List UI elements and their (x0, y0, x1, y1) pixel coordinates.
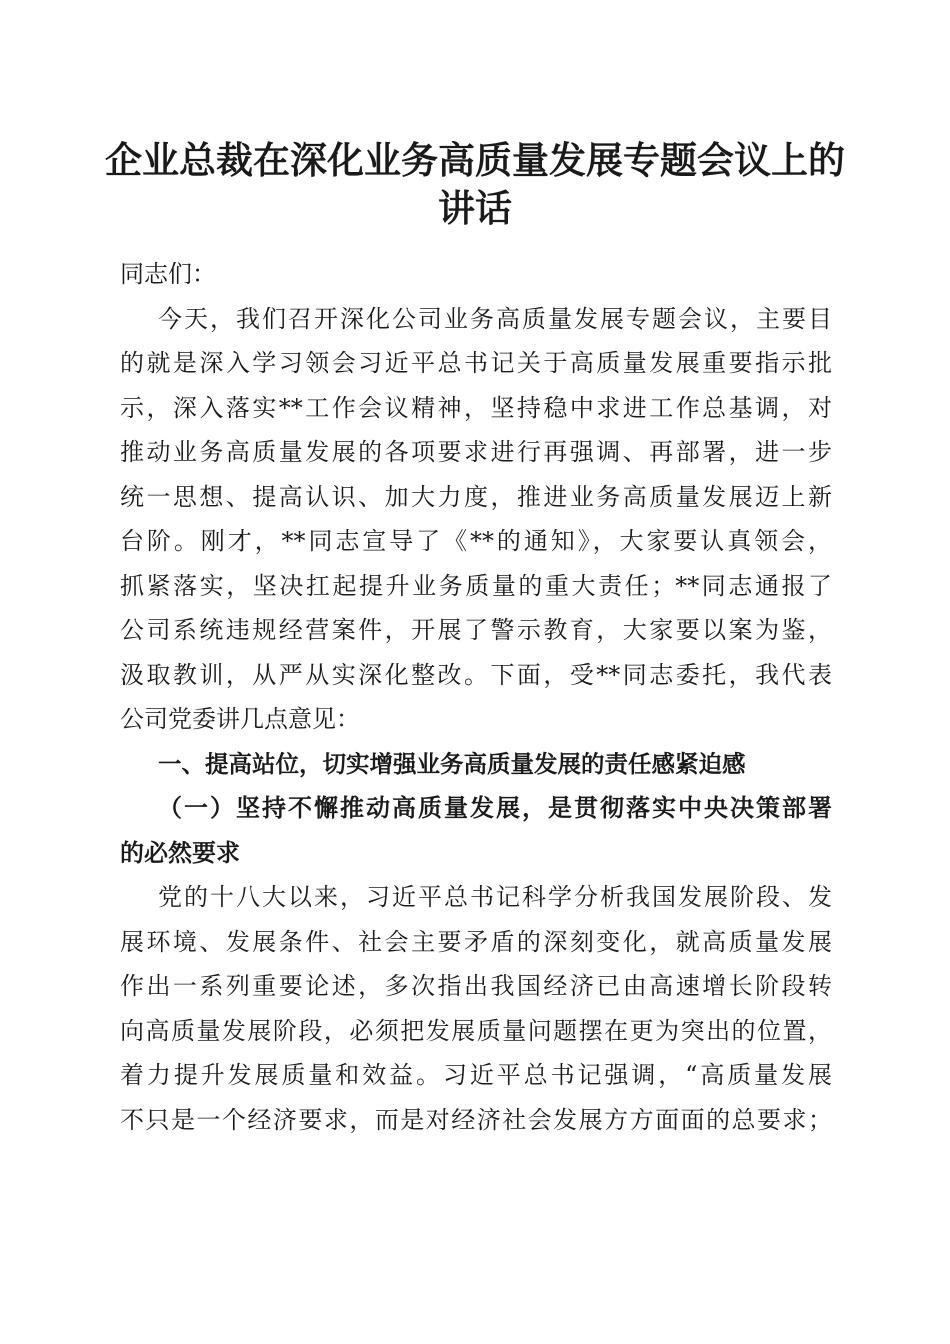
paragraph-line: 向高质量发展阶段，必须把发展质量问题摆在更为突出的位置， (120, 1016, 832, 1045)
paragraph-line: 公司系统违规经营案件，开展了警示教育，大家要以案为鉴， (120, 616, 832, 644)
paragraph-introduction (120, 297, 832, 742)
paragraph-line: 党的十八大以来，习近平总书记科学分析我国发展阶段、发 (158, 883, 832, 911)
paragraph-line: 抓紧落实，坚决扛起提升业务质量的重大责任；**同志通报了 (120, 571, 832, 600)
paragraph-line: 推动业务高质量发展的各项要求进行再强调、再部署，进一步 (120, 438, 832, 466)
paragraph-line: 作出一系列重要论述，多次指出我国经济已由高速增长阶段转 (120, 972, 832, 1000)
subsection-heading-line: （一）坚持不懈推动高质量发展，是贯彻落实中央决策部署 (158, 793, 832, 822)
paragraph-development (120, 875, 832, 1142)
paragraph-line: 台阶。刚才，**同志宣导了《**的通知》，大家要认真领会， (120, 527, 832, 555)
document-title-line-2: 讲话 (438, 186, 512, 230)
paragraph-line: 展环境、发展条件、社会主要矛盾的深刻变化，就高质量发展 (120, 927, 832, 956)
document-body (120, 252, 832, 1142)
salutation: 同志们： (120, 260, 216, 288)
paragraph-line: 汲取教训，从严从实深化整改。下面，受**同志委托，我代表 (120, 660, 832, 689)
paragraph-line: 不只是一个经济要求，而是对经济社会发展方方面面的总要求； (120, 1105, 832, 1134)
document-title-line-1: 企业总裁在深化业务高质量发展专题会议上的 (105, 138, 845, 182)
paragraph-line: 的就是深入学习领会习近平总书记关于高质量发展重要指示批 (120, 349, 832, 377)
paragraph-line: 示，深入落实**工作会议精神，坚持稳中求进工作总基调，对 (120, 393, 832, 422)
paragraph-line: 着力提升发展质量和效益。习近平总书记强调，“高质量发展 (120, 1061, 832, 1089)
subsection-heading-1 (120, 786, 832, 875)
paragraph-line: 公司党委讲几点意见： (120, 705, 360, 733)
paragraph-line: 今天，我们召开深化公司业务高质量发展专题会议，主要目 (158, 304, 832, 333)
subsection-heading-line: 的必然要求 (120, 837, 240, 867)
paragraph-line: 统一思想、提高认识、加大力度，推进业务高质量发展迈上新 (120, 482, 832, 511)
section-heading-1: 一、提高站位，切实增强业务高质量发展的责任感紧迫感 (158, 749, 746, 778)
